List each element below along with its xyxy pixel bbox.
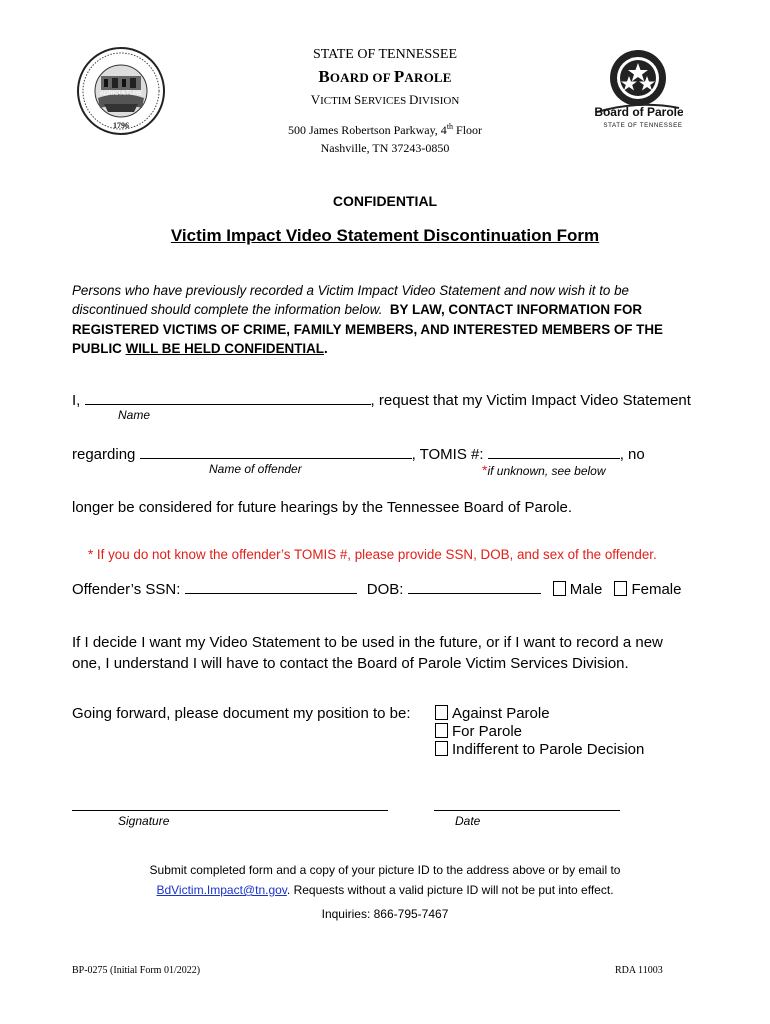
date-field[interactable] (434, 810, 620, 811)
position-label: Going forward, please document my position to be: (72, 705, 411, 722)
intro-paragraph: Persons who have previously recorded a Victim Impact Video Statement and now wish it to be discontinued should complete the information below. BY LAW, CONTACT INFORMATION FOR REGISTERED VICTIMS OF CRIME, FAMILY MEMBERS, AND INTERESTED MEMBERS OF THE PUBLIC WILL BE HELD CONFIDENTIAL. (72, 283, 663, 356)
option-for-parole[interactable]: For Parole (435, 723, 644, 741)
email-link[interactable]: BdVictim.Impact@tn.gov (156, 883, 287, 897)
board-heading: BOARD OF PAROLE (318, 67, 452, 86)
male-label: Male (569, 581, 603, 598)
division-heading: VICTIM SERVICES DIVISION (310, 92, 460, 107)
signature-label: Signature (118, 814, 170, 828)
logo-title: Board of Parole (594, 105, 683, 119)
for-parole-checkbox[interactable] (435, 723, 448, 738)
male-checkbox[interactable] (553, 581, 566, 596)
female-checkbox[interactable] (614, 581, 627, 596)
indifferent-checkbox[interactable] (435, 741, 448, 756)
seal-year: 1796 (113, 121, 129, 130)
board-of-parole-logo-icon (593, 46, 683, 130)
continuation-line: longer be considered for future hearings by the Tennessee Board of Parole. (72, 499, 573, 516)
option-against-parole[interactable]: Against Parole (435, 705, 644, 723)
date-label: Date (455, 814, 481, 828)
name-field[interactable] (85, 390, 371, 405)
tomis-note: * If you do not know the offender’s TOMIS #, please provide SSN, DOB, and sex of the offender. (88, 547, 657, 562)
option-indifferent[interactable]: Indifferent to Parole Decision (435, 741, 644, 759)
regarding-line: regarding , TOMIS #: , no (72, 446, 645, 463)
confidential-heading: CONFIDENTIAL (332, 193, 438, 209)
footer-form-id: BP-0275 (Initial Form 01/2022) (72, 965, 201, 976)
offender-info-line: Offender’s SSN: DOB: Male Female (72, 581, 682, 598)
ssn-field[interactable] (185, 579, 357, 594)
request-line: I, , request that my Victim Impact Video Statement (72, 392, 691, 409)
tomis-hint: *if unknown, see below (482, 462, 606, 478)
offender-name-field[interactable] (140, 444, 412, 459)
seal-text-top: AGRICULTURE (99, 91, 143, 97)
against-parole-checkbox[interactable] (435, 705, 448, 720)
inquiries: Inquiries: 866-795-7467 (321, 907, 449, 921)
position-options (435, 705, 644, 759)
address-line-1: 500 James Robertson Parkway, 4th Floor (287, 122, 483, 137)
tomis-field[interactable] (488, 444, 620, 459)
state-heading: STATE OF TENNESSEE (312, 47, 458, 62)
future-note: If I decide I want my Video Statement to be used in the future, or if I want to record a new one, I understand I will have to contact the Board of Parole Victim Services Division. (72, 634, 663, 672)
offender-label: Name of offender (209, 462, 302, 476)
address-line-2: Nashville, TN 37243-0850 (320, 141, 450, 155)
submit-instructions: Submit completed form and a copy of your picture ID to the address above or by email to BdVictim.Impact@tn.gov. Requests without a valid picture ID will not be put into effect. (149, 863, 621, 897)
state-seal-icon (76, 46, 166, 136)
logo-subtitle: STATE OF TENNESSEE (603, 122, 683, 129)
female-label: Female (631, 581, 682, 598)
dob-field[interactable] (408, 579, 541, 594)
signature-field[interactable] (72, 810, 388, 811)
name-label: Name (118, 408, 151, 422)
form-title: Victim Impact Video Statement Discontinuation Form (170, 226, 600, 245)
footer-rda: RDA 11003 (615, 965, 663, 976)
